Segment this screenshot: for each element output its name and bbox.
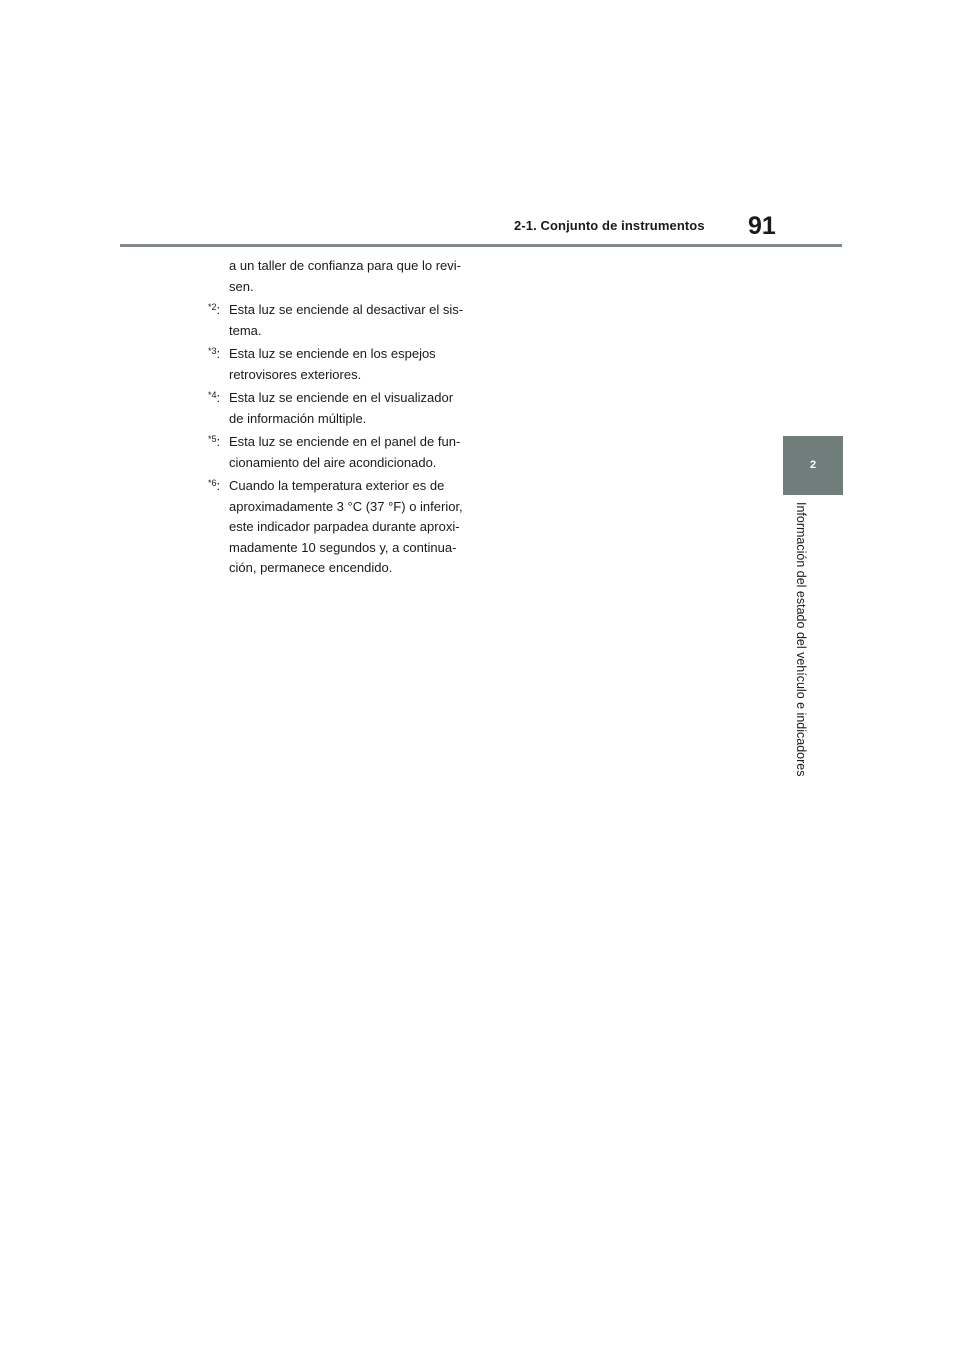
text-line: de información múltiple. [229,410,367,426]
page-number: 91 [748,212,776,240]
text-line: sen. [229,278,254,294]
footnote-2 [208,300,470,341]
header-divider [120,244,842,247]
chapter-tab: 2 [783,436,843,495]
footnote-5 [208,432,470,473]
text-line: Cuando la temperatura exterior es de [229,478,445,493]
text-line: aproximadamente 3 °C (37 °F) o inferior, [229,498,463,514]
footnote-mark: $^{*5}$: [208,434,221,449]
footnote-mark: $^{*2}$: [208,302,221,317]
chapter-title-vertical: Información del estado del vehículo e indicadores [794,502,808,777]
footnotes [208,256,470,582]
text-line: tema. [229,322,262,338]
text-line: a un taller de confianza para que lo revi- [229,258,461,273]
text-line: madamente 10 segundos y, a continua- [229,539,457,555]
footnote-6 [208,476,470,579]
footnote-mark: $^{*3}$: [208,346,221,361]
text-line: Esta luz se enciende al desactivar el sis- [229,302,464,317]
footnote-mark: $^{*4}$: [208,390,221,405]
text-line: retrovisores exteriores. [229,366,362,382]
section-title: 2-1. Conjunto de instrumentos [514,218,705,233]
text-line: Esta luz se enciende en los espejos [229,346,436,361]
footnote-4 [208,388,470,429]
text-line: Esta luz se enciende en el visualizador [229,390,454,405]
text-line: ción, permanece encendido. [229,560,393,575]
continuation-text [208,256,470,297]
footnote-mark: $^{*6}$: [208,478,221,493]
text-line: cionamiento del aire acondicionado. [229,454,437,470]
footnote-3 [208,344,470,385]
text-line: Esta luz se enciende en el panel de fun- [229,434,461,449]
text-line: este indicador parpadea durante aproxi- [229,519,460,534]
